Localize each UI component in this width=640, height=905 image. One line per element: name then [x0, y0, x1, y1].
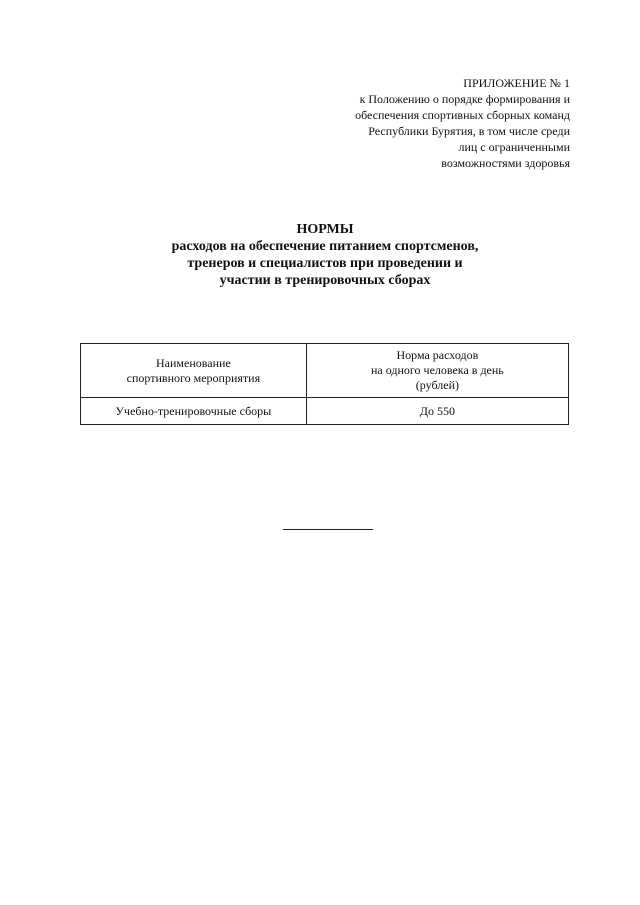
title-heading: НОРМЫ [296, 222, 354, 237]
appendix-number: ПРИЛОЖЕНИЕ № 1 [463, 76, 570, 90]
appendix-reference-line: лиц с ограниченными [458, 140, 570, 154]
title-line: участии в тренировочных сборах [219, 273, 431, 288]
header-text-line: Наименование [156, 355, 231, 370]
appendix-header [270, 75, 570, 171]
appendix-reference-line: к Положению о порядке формирования и [359, 92, 570, 106]
header-text-line: спортивного мероприятия [126, 370, 261, 385]
table-header-row [81, 344, 569, 398]
header-text-line: (рублей) [415, 378, 459, 392]
header-text-line: Норма расходов [396, 348, 479, 362]
expense-norm-cell: До 550 [306, 398, 568, 425]
header-cell-expense-norm [306, 344, 568, 398]
appendix-reference-line: возможностями здоровья [441, 156, 570, 170]
title-line: тренеров и специалистов при проведении и [187, 256, 463, 271]
title-line: расходов на обеспечение питанием спортсменов, [171, 239, 479, 254]
appendix-reference-line: обеспечения спортивных сборных команд [355, 108, 570, 122]
end-separator-line [283, 529, 373, 530]
header-text-line: на одного человека в день [370, 363, 504, 377]
document-title [80, 221, 570, 289]
header-cell-event-name [81, 344, 307, 398]
event-name-cell: Учебно-тренировочные сборы [81, 398, 307, 425]
appendix-reference-line: Республики Бурятия, в том числе среди [368, 124, 570, 138]
table-row [81, 398, 569, 425]
norms-table [80, 343, 569, 425]
